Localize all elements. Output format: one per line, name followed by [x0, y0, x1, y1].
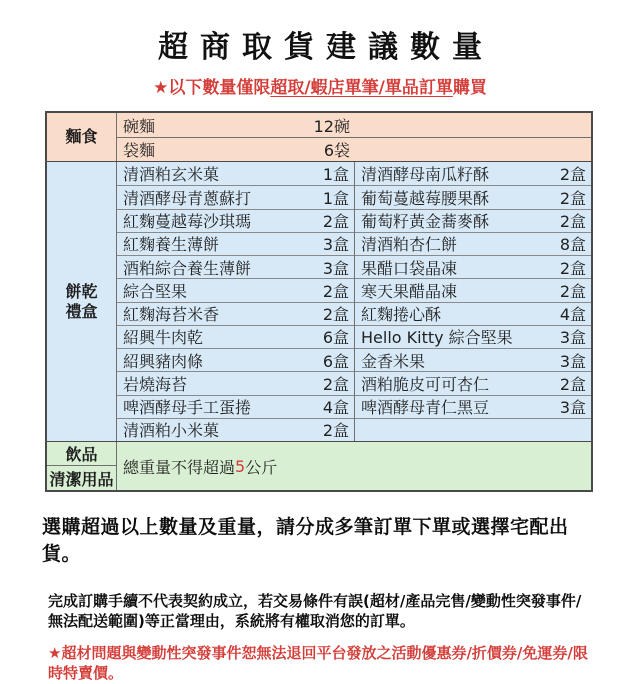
item-qty: 3盒	[559, 351, 586, 371]
item-qty: 2盒	[322, 212, 349, 232]
item-qty: 8盒	[559, 235, 586, 255]
item-name: 葡萄籽黃金蕎麥酥	[361, 212, 490, 232]
item-qty: 2盒	[559, 258, 586, 278]
item-name: 紹興牛肉乾	[123, 328, 204, 348]
item-qty: 2盒	[559, 165, 586, 185]
category-drinks-cleaning	[47, 442, 117, 490]
table-row	[355, 348, 591, 371]
item-qty: 6盒	[322, 351, 349, 371]
table-row	[355, 278, 591, 301]
item-qty: 4盒	[559, 305, 586, 325]
item-qty: 2盒	[322, 305, 349, 325]
page	[0, 22, 640, 682]
subtitle-underlined-channels: 超取/蝦店單筆/單品訂單	[270, 78, 453, 98]
table-row	[117, 302, 354, 325]
table-row	[355, 325, 591, 348]
item-qty: 2盒	[322, 281, 349, 301]
item-name: 紅麴海苔米香	[123, 305, 220, 325]
table-row	[117, 113, 591, 137]
table-row	[117, 371, 354, 394]
table-row	[117, 137, 591, 161]
table-row	[117, 255, 354, 278]
star-icon: ★	[153, 78, 169, 98]
item-name: 葡萄蔓越莓腰果酥	[361, 188, 490, 208]
table-row	[355, 302, 591, 325]
table-row	[117, 325, 354, 348]
item-name: 啤酒酵母手工蛋捲	[123, 398, 252, 418]
item-qty: 2盒	[559, 374, 586, 394]
category-noodles: 麵食	[47, 113, 117, 161]
item-qty: 2盒	[322, 421, 349, 441]
item-name: 清酒酵母南瓜籽酥	[361, 165, 490, 185]
table-row	[355, 162, 591, 185]
item-name: 清酒粕玄米菓	[123, 165, 220, 185]
cookie-column-left	[117, 162, 355, 441]
purchase-limit-note	[0, 73, 640, 98]
item-qty: 6袋	[323, 141, 350, 160]
item-qty: 3盒	[559, 398, 586, 418]
item-name: 清酒粕杏仁餅	[361, 235, 458, 255]
weight-note-prefix: 總重量不得超過	[123, 457, 236, 477]
item-qty: 1盒	[322, 165, 349, 185]
item-name: 岩燒海苔	[123, 374, 188, 394]
category-drinks: 飲品	[47, 442, 116, 466]
item-qty: 2盒	[559, 281, 586, 301]
table-row	[117, 418, 354, 441]
noodle-rows	[117, 113, 591, 161]
table-row	[117, 278, 354, 301]
category-cookie-giftbox	[47, 162, 117, 441]
table-row	[117, 232, 354, 255]
item-qty: 2盒	[559, 188, 586, 208]
table-row	[117, 395, 354, 418]
coupon-warning: ★超材問題與變動性突發事件恕無法退回平台發放之活動優惠券/折價券/免運券/限時特賣價。	[48, 643, 588, 682]
item-qty: 1盒	[322, 188, 349, 208]
item-name: Hello Kitty 綜合堅果	[361, 328, 513, 348]
weight-limit-note	[117, 442, 591, 490]
item-name: 酒粕脆皮可可杏仁	[361, 374, 490, 394]
table-row	[117, 348, 354, 371]
cookie-column-right	[355, 162, 591, 441]
table-row	[355, 209, 591, 232]
section-noodles	[47, 113, 591, 161]
table-row	[355, 371, 591, 394]
item-name: 啤酒酵母青仁黑豆	[361, 398, 490, 418]
item-name: 果醋口袋晶凍	[361, 258, 458, 278]
subtitle-prefix: 以下數量僅限	[168, 78, 271, 98]
table-row	[355, 395, 591, 418]
item-name: 袋麵	[123, 141, 156, 160]
table-row	[355, 185, 591, 208]
table-row	[355, 255, 591, 278]
order-disclaimer: 完成訂購手續不代表契約成立，若交易條件有誤(超材/產品完售/變動性突發事件/無法配送範圍)等正當理由，系統將有權取消您的訂單。	[48, 592, 582, 630]
weight-note-suffix: 公斤	[245, 457, 278, 477]
item-name: 紅麴捲心酥	[361, 305, 442, 325]
weight-note-value: 5	[235, 456, 246, 476]
item-qty: 2盒	[322, 374, 349, 394]
table-row	[117, 162, 354, 185]
subtitle-suffix: 購買	[452, 78, 487, 98]
item-name: 碗麵	[123, 116, 156, 136]
section-cookie-giftbox	[47, 161, 591, 441]
category-label-line2: 禮盒	[65, 301, 98, 321]
item-qty: 3盒	[322, 235, 349, 255]
page-title: 超商取貨建議數量	[158, 30, 494, 65]
category-cleaning: 清潔用品	[49, 469, 114, 489]
quantity-table	[45, 111, 593, 492]
item-name: 紅麴蔓越莓沙琪瑪	[123, 212, 252, 232]
item-qty: 3盒	[322, 258, 349, 278]
item-qty: 6盒	[322, 328, 349, 348]
item-qty: 4盒	[322, 398, 349, 418]
item-name: 清酒酵母青蔥蘇打	[123, 188, 252, 208]
item-name: 寒天果醋晶凍	[361, 281, 458, 301]
item-name: 金香米果	[361, 351, 426, 371]
section-drinks-cleaning	[47, 441, 591, 490]
item-name: 紹興豬肉條	[123, 351, 204, 371]
item-qty: 3盒	[559, 328, 586, 348]
item-qty: 12碗	[313, 116, 350, 136]
item-name: 酒粕綜合養生薄餅	[123, 258, 252, 278]
item-name: 紅麴養生薄餅	[123, 235, 220, 255]
item-name: 清酒粕小米菓	[123, 421, 220, 441]
split-order-headline: 選購超過以上數量及重量，請分成多筆訂單下單或選擇宅配出貨。	[42, 516, 569, 565]
item-name: 綜合堅果	[123, 281, 188, 301]
table-row	[355, 418, 591, 441]
table-row	[117, 185, 354, 208]
item-qty: 2盒	[559, 212, 586, 232]
category-label-line1: 餅乾	[65, 282, 98, 302]
table-row	[117, 209, 354, 232]
table-row	[355, 232, 591, 255]
